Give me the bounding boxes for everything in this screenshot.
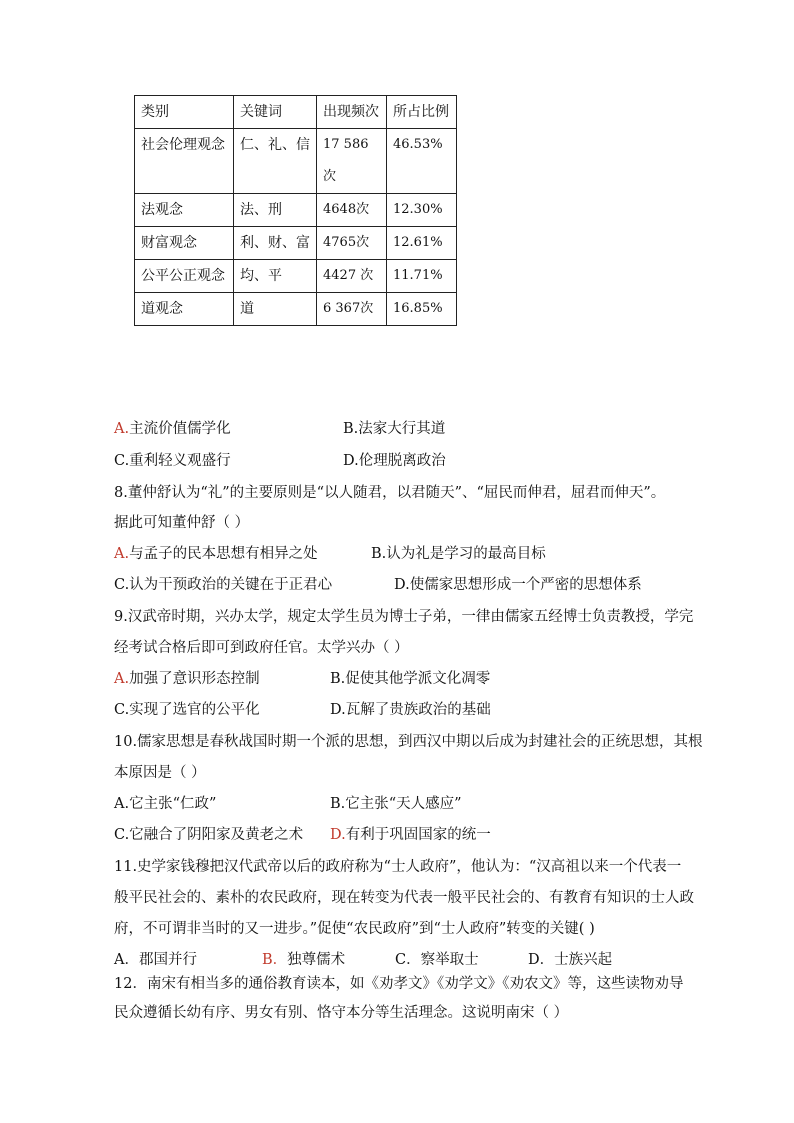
table-header-cell: 出现频次 — [317, 96, 387, 129]
table-row — [135, 293, 457, 326]
table-cell: 公平公正观念 — [135, 260, 234, 293]
q11-option-b[interactable] — [262, 950, 345, 970]
q9-option-c[interactable]: C.实现了选官的公平化 — [114, 702, 260, 718]
table-header-row — [135, 96, 457, 129]
table-row — [135, 194, 457, 227]
q9-option-b[interactable]: B.促使其他学派文化凋零 — [330, 671, 491, 687]
q11-stem-line: 府，不可谓非当时的又一进步。”促使“农民政府”到“士人政府”转变的关键( ) — [114, 921, 595, 937]
q10-stem-line: 10.儒家思想是春秋战国时期一个派的思想，到西汉中期以后成为封建社会的正统思想，其根 — [114, 734, 703, 750]
table-header-cell: 所占比例 — [387, 96, 457, 129]
table-cell: 财富观念 — [135, 227, 234, 260]
table-cell: 17 586次 — [317, 129, 387, 194]
q10-option-c[interactable]: C.它融合了阴阳家及黄老之术 — [114, 827, 304, 843]
table-cell: 6 367次 — [317, 293, 387, 326]
table-cell: 法、刑 — [234, 194, 317, 227]
option-letter: A. — [114, 546, 130, 562]
q10-option-a[interactable]: A.它主张“仁政” — [114, 796, 217, 812]
q7-option-b[interactable]: B.法家大行其道 — [343, 421, 446, 437]
q7-option-a[interactable] — [114, 419, 231, 439]
option-text: 独尊儒术 — [287, 952, 346, 968]
q7-option-d[interactable]: D.伦理脱离政治 — [343, 453, 446, 469]
table-cell: 道 — [234, 293, 317, 326]
table-row — [135, 260, 457, 293]
table-cell: 法观念 — [135, 194, 234, 227]
option-letter: D. — [330, 827, 346, 843]
table-cell: 46.53% — [387, 129, 457, 194]
option-letter: B． — [262, 952, 288, 968]
q12-stem-line: 民众遵循长幼有序、男女有别、恪守本分等生活理念。这说明南宋（ ） — [114, 1005, 569, 1021]
table-row — [135, 129, 457, 194]
q9-option-a[interactable] — [114, 669, 260, 689]
q11-option-a[interactable]: A．郡国并行 — [114, 952, 197, 968]
q9-stem-line: 9.汉武帝时期，兴办太学，规定太学生员为博士子弟，一律由儒家五经博士负责教授，学完 — [114, 609, 694, 625]
option-text: 加强了意识形态控制 — [129, 671, 260, 687]
option-text: 主流价值儒学化 — [129, 421, 231, 437]
q11-stem-line: 11.史学家钱穆把汉代武帝以后的政府称为“士人政府”，他认为：“汉高祖以来一个代表一 — [114, 859, 682, 875]
table-cell: 12.61% — [387, 227, 457, 260]
q11-option-d[interactable]: D．士族兴起 — [528, 952, 613, 968]
table-cell: 社会伦理观念 — [135, 129, 234, 194]
option-text: 有利于巩固国家的统一 — [345, 827, 491, 843]
table-cell: 4427 次 — [317, 260, 387, 293]
q10-option-d[interactable] — [330, 825, 491, 845]
table-cell: 4648次 — [317, 194, 387, 227]
table-cell: 道观念 — [135, 293, 234, 326]
q8-option-c[interactable]: C.认为干预政治的关键在于正君心 — [114, 577, 333, 593]
table-row — [135, 227, 457, 260]
q8-option-d[interactable]: D.使儒家思想形成一个严密的思想体系 — [394, 577, 642, 593]
table-cell: 仁、礼、信 — [234, 129, 317, 194]
table-cell: 4765次 — [317, 227, 387, 260]
q9-stem-line: 经考试合格后即可到政府任官。太学兴办（ ） — [114, 640, 409, 656]
table-cell: 均、平 — [234, 260, 317, 293]
table-cell: 16.85% — [387, 293, 457, 326]
q11-stem-line: 般平民社会的、素朴的农民政府，现在转变为代表一般平民社会的、有教育有知识的士人政 — [114, 890, 694, 906]
q7-option-c[interactable]: C.重利轻义观盛行 — [114, 453, 231, 469]
q10-option-b[interactable]: B.它主张“天人感应” — [330, 796, 462, 812]
q8-option-a[interactable] — [114, 544, 318, 564]
option-letter: A. — [114, 421, 130, 437]
q8-option-b[interactable]: B.认为礼是学习的最高目标 — [371, 546, 546, 562]
q8-stem-line: 8.董仲舒认为“礼”的主要原则是“以人随君，以君随天”、“屈民而伸君，屈君而伸天”。 — [114, 485, 666, 501]
q12-stem-line: 12．南宋有相当多的通俗教育读本，如《劝孝文》《劝学文》《劝农文》等，这些读物劝导 — [114, 976, 684, 992]
table-cell: 12.30% — [387, 194, 457, 227]
option-letter: A. — [114, 671, 130, 687]
statistics-table — [134, 95, 457, 326]
q8-stem-line: 据此可知董仲舒（ ） — [114, 515, 250, 531]
table-header-cell: 关键词 — [234, 96, 317, 129]
table-cell: 利、财、富 — [234, 227, 317, 260]
q10-stem-line: 本原因是（ ） — [114, 765, 206, 781]
table-cell: 11.71% — [387, 260, 457, 293]
q11-option-c[interactable]: C．察举取士 — [395, 952, 479, 968]
table-header-cell: 类别 — [135, 96, 234, 129]
option-text: 与孟子的民本思想有相异之处 — [129, 546, 318, 562]
q9-option-d[interactable]: D.瓦解了贵族政治的基础 — [330, 702, 491, 718]
